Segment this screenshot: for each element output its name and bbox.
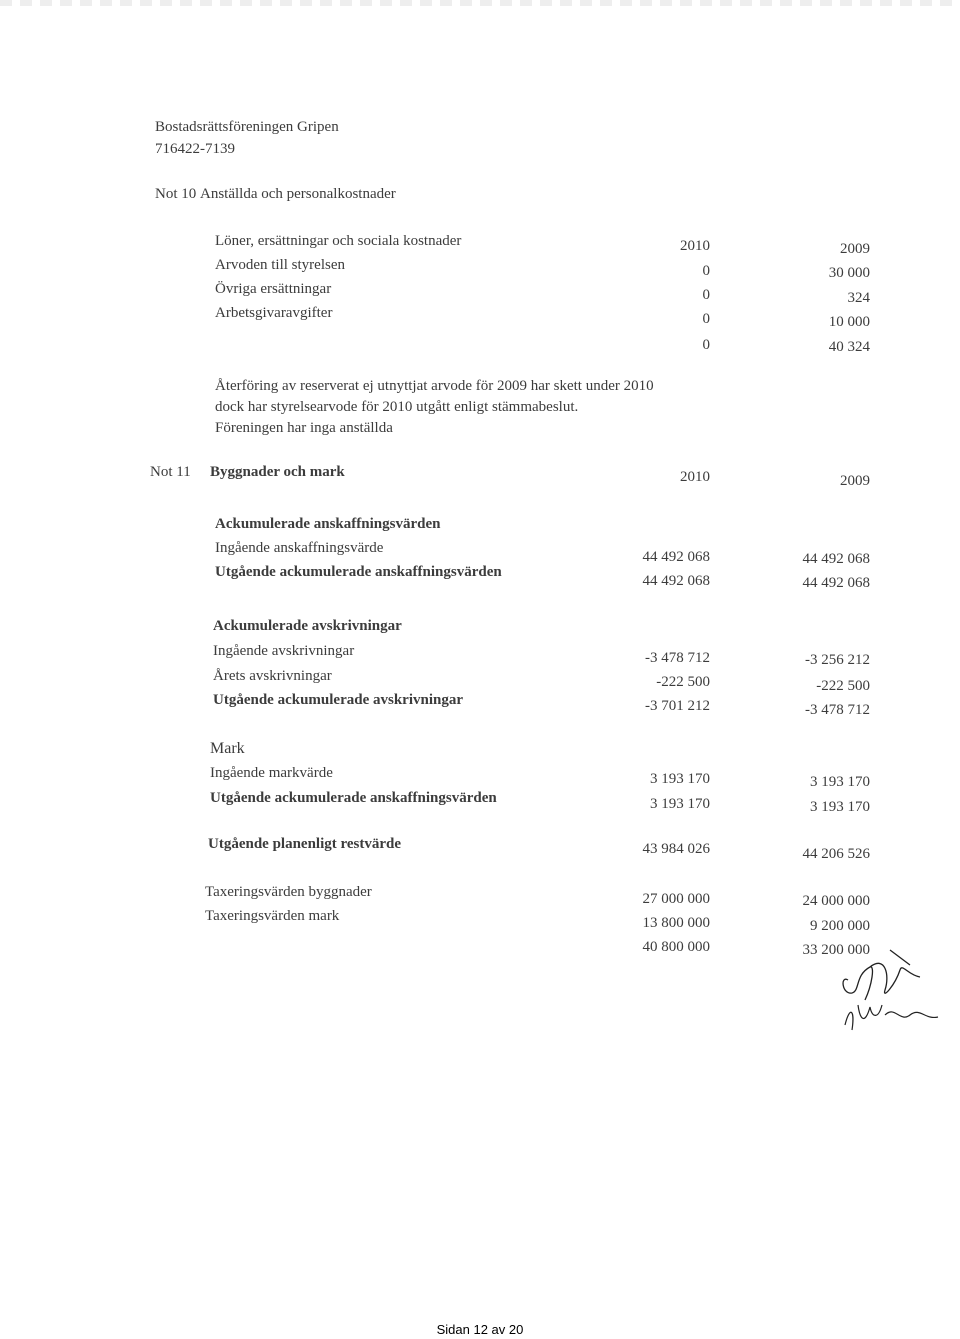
note-10-col-2009: 2009 (840, 241, 870, 257)
dep-row-2010: -222 500 (656, 674, 710, 690)
org-name: Bostadsrättsföreningen Gripen (155, 119, 339, 135)
note-11-title: Byggnader och mark (210, 464, 345, 480)
dep-row-2010: -3 701 212 (645, 698, 710, 714)
note-10-row-label: Arvoden till styrelsen (215, 257, 345, 273)
dep-row-2009: -222 500 (816, 678, 870, 694)
note-10-row-label: Arbetsgivaravgifter (215, 305, 333, 321)
tax-row-2010: 27 000 000 (642, 891, 710, 907)
note-11-col-2009: 2009 (840, 473, 870, 489)
dep-row-label: Ingående avskrivningar (213, 643, 355, 659)
dep-row-label: Årets avskrivningar (213, 668, 332, 684)
page-footer: Sidan 12 av 20 (436, 1322, 524, 1337)
dep-section-title: Ackumulerade avskrivningar (213, 618, 402, 634)
scan-artifact (0, 0, 960, 6)
note-10-row-2009: 10 000 (828, 314, 870, 330)
note-10-title: Anställda och personalkostnader (200, 186, 396, 202)
acq-row-label: Ingående anskaffningsvärde (215, 540, 384, 556)
dep-row-2009: -3 478 712 (805, 702, 870, 718)
note-11-col-2010: 2010 (680, 469, 710, 485)
tax-row-2009: 9 200 000 (810, 918, 870, 934)
land-row-label: Utgående ackumulerade anskaffningsvärden (210, 790, 497, 806)
residual-label: Utgående planenligt restvärde (208, 836, 402, 852)
tax-total-2010: 40 800 000 (642, 939, 710, 955)
tax-row-2009: 24 000 000 (802, 893, 870, 909)
residual-2009: 44 206 526 (802, 846, 870, 862)
acq-section-title: Ackumulerade anskaffningsvärden (215, 516, 441, 532)
note-10-row-label: Övriga ersättningar (215, 281, 332, 297)
residual-2010: 43 984 026 (642, 841, 710, 857)
land-row-2010: 3 193 170 (650, 771, 710, 787)
note-10-row-2009: 324 (847, 290, 870, 306)
note-10-comment: Återföring av reserverat ej utnyttjat arvode för 2009 har skett under 2010 (215, 378, 654, 394)
note-10-table-title: Löner, ersättningar och sociala kostnader (215, 233, 462, 249)
note-10-row-2010: 0 (702, 263, 710, 279)
tax-total-2009: 33 200 000 (802, 942, 870, 958)
land-row-2009: 3 193 170 (810, 774, 870, 790)
dep-row-2009: -3 256 212 (805, 652, 870, 668)
note-10-heading: Not 10 (155, 186, 197, 202)
note-10-comment: dock har styrelsearvode för 2010 utgått enligt stämmabeslut. (215, 399, 579, 415)
note-10-total-2010: 0 (702, 337, 710, 353)
tax-row-label: Taxeringsvärden mark (205, 908, 340, 924)
acq-row-2010: 44 492 068 (642, 549, 710, 565)
tax-row-label: Taxeringsvärden byggnader (205, 884, 372, 900)
note-11-heading: Not 11 (150, 464, 191, 480)
land-section-title: Mark (210, 740, 245, 757)
tax-row-2010: 13 800 000 (642, 915, 710, 931)
acq-row-2010: 44 492 068 (642, 573, 710, 589)
acq-row-label: Utgående ackumulerade anskaffningsvärden (215, 564, 502, 580)
note-10-row-2010: 0 (702, 311, 710, 327)
acq-row-2009: 44 492 068 (802, 551, 870, 567)
note-10-row-2010: 0 (702, 287, 710, 303)
org-number: 716422-7139 (155, 141, 235, 157)
note-10-row-2009: 30 000 (828, 265, 870, 281)
note-10-comment: Föreningen har inga anställda (215, 420, 393, 436)
dep-row-label: Utgående ackumulerade avskrivningar (213, 692, 464, 708)
acq-row-2009: 44 492 068 (802, 575, 870, 591)
land-row-label: Ingående markvärde (210, 765, 333, 781)
note-10-col-2010: 2010 (680, 238, 710, 254)
land-row-2010: 3 193 170 (650, 796, 710, 812)
note-10-total-2009: 40 324 (828, 339, 870, 355)
land-row-2009: 3 193 170 (810, 799, 870, 815)
dep-row-2010: -3 478 712 (645, 650, 710, 666)
handwritten-signature (830, 945, 940, 1035)
